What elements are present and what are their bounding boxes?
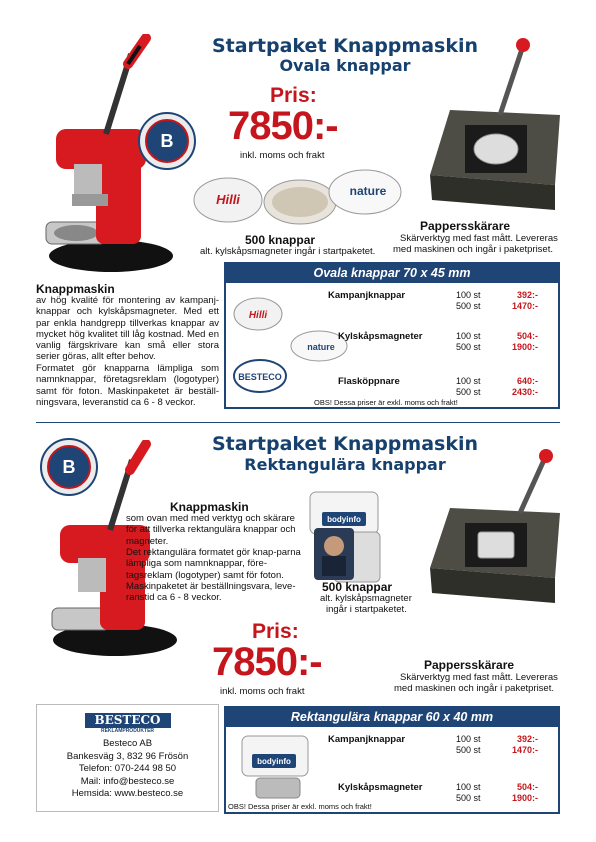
table2-row2-q1: 100 st: [456, 782, 481, 792]
table2-row2-p2: 1900:-: [511, 793, 538, 803]
table2-note: OBS! Dessa priser är exkl. moms och frakt!: [228, 802, 372, 811]
section1-buttons-title: 500 knappar: [245, 233, 316, 247]
logo-text: BESTECO: [94, 713, 161, 727]
oval-buttons-image: [190, 168, 405, 228]
table1-row2-name: Kylskåpsmagneter: [338, 331, 423, 342]
table1-row2-q2: 500 st: [456, 342, 481, 352]
section2-cutter-note-2: med maskinen och ingår i paketpriset.: [394, 683, 554, 694]
table1-row3-name: Flasköppnare: [338, 376, 400, 387]
table-opener-image: [230, 356, 290, 396]
section2-title: Startpaket Knappmaskin: [211, 433, 479, 455]
warranty-badge-letter-2: B: [47, 445, 91, 489]
table2-row1-p2: 1470:-: [511, 745, 538, 755]
rect-buttons-image: [306, 488, 386, 588]
table2-row1-name: Kampanjknappar: [328, 734, 406, 745]
table1-row1-p1: 392:-: [516, 290, 538, 300]
nature-logo: nature: [349, 184, 387, 198]
paper-cutter-image: [420, 35, 570, 220]
section1-machine-text-2: Formatet gör knapparna lämpliga som namnknappar, företagsreklam (logotyper) samt för foton. Maskinpaketet är beställ-ningsvara, leveranstid ca 6 - 8 veckor.: [36, 363, 219, 408]
table1-row2-p1: 504:-: [516, 331, 538, 341]
svg-text:Hilli: Hilli: [248, 310, 268, 321]
svg-text:bodyinfo: bodyinfo: [257, 757, 291, 766]
section2-price-label: Pris:: [252, 620, 299, 643]
section2-buttons-title: 500 knappar: [322, 580, 393, 594]
table1-note: OBS! Dessa priser är exkl. moms och frakt!: [314, 398, 458, 407]
contact-address: Bankesväg 3, 832 96 Frösön: [66, 750, 189, 762]
table1-row2-q1: 100 st: [456, 331, 481, 341]
section2-price-note: inkl. moms och frakt: [220, 686, 305, 697]
section2-price-table: [224, 706, 560, 814]
table1-row1-name: Kampanjknappar: [328, 290, 406, 301]
table1-row1-q2: 500 st: [456, 301, 481, 311]
table2-row2-name: Kylskåpsmagneter: [338, 782, 423, 793]
table1-row3-p2: 2430:-: [511, 387, 538, 397]
contact-mail[interactable]: Mail: info@besteco.se: [80, 775, 175, 787]
section2-buttons-note-2: ingår i startpaketet.: [326, 604, 407, 615]
svg-text:nature: nature: [307, 342, 335, 352]
section1-subtitle: Ovala knappar: [279, 56, 411, 75]
section2-buttons-note-1: alt. kylskåpsmagneter: [320, 593, 412, 604]
paper-cutter-image-2: [420, 448, 570, 613]
section1-cutter-note-2: med maskinen och ingår i paketpriset.: [393, 244, 553, 255]
section2-machine-text-2: Det rektangulära formatet gör knap-parna lämpliga som namnknappar, före-tagsreklam (logotyper) samt för foton. Maskinpaketet är beställningsvara, leve-ranstid ca 6 - 8 veckor.: [126, 547, 301, 604]
section2-machine-text: som ovan med med verktyg och skärare för att tillverka rektangulära knappar och magneter.: [126, 513, 296, 547]
section2-price: 7850:-: [212, 640, 322, 684]
section1-title: Startpaket Knappmaskin: [211, 35, 479, 57]
section2-cutter-note-1: Skärverktyg med fast mått. Levereras: [400, 672, 558, 683]
table1-row3-q2: 500 st: [456, 387, 481, 397]
section2-subtitle: Rektangulära knappar: [244, 455, 446, 474]
table1-row1-p2: 1470:-: [511, 301, 538, 311]
warranty-badge-letter: B: [145, 119, 189, 163]
table1-row3-q1: 100 st: [456, 376, 481, 386]
table2-row1-q1: 100 st: [456, 734, 481, 744]
section1-machine-text: av hög kvalité för montering av kampanj-knappar och kylskåpsmagneter. Med ett par enkla handgrepp tillverkas knappar av mycket hög kvalitet till låg kostnad. Med en vanlig färgskrivare kan små eller stora serier göras, allt efter behov.: [36, 295, 219, 363]
svg-text:bodyinfo: bodyinfo: [327, 515, 361, 524]
hilli-logo: Hilli: [216, 192, 240, 207]
table2-row1-p1: 392:-: [516, 734, 538, 744]
section1-table-header: Ovala knappar 70 x 45 mm: [226, 264, 558, 283]
table2-row2-q2: 500 st: [456, 793, 481, 803]
section1-machine-title: Knappmaskin: [36, 282, 115, 296]
besteco-logo: [85, 713, 171, 735]
svg-text:BESTECO: BESTECO: [238, 372, 282, 382]
section2-cutter-title: Pappersskärare: [424, 658, 515, 672]
contact-phone: Telefon: 070-244 98 50: [78, 763, 177, 774]
section1-cutter-title: Pappersskärare: [420, 219, 511, 233]
table1-row2-p2: 1900:-: [511, 342, 538, 352]
table1-row1-q1: 100 st: [456, 290, 481, 300]
section1-cutter-note-1: Skärverktyg med fast mått. Levereras: [400, 233, 558, 244]
warranty-badge: [138, 112, 196, 170]
section2-machine-title: Knappmaskin: [170, 500, 249, 514]
contact-web[interactable]: Hemsida: www.besteco.se: [71, 788, 184, 799]
section1-price-table: [224, 262, 560, 409]
contact-box: [36, 704, 219, 812]
table1-row3-p1: 640:-: [516, 376, 538, 386]
section1-buttons-note: alt. kylskåpsmagneter ingår i startpaketet.: [200, 246, 376, 257]
logo-sub: REKLAMPRODUKTER: [85, 728, 171, 735]
table2-kampanj-image: [238, 732, 318, 802]
section1-price-note: inkl. moms och frakt: [240, 150, 325, 161]
table2-row1-q2: 500 st: [456, 745, 481, 755]
table2-row2-p1: 504:-: [516, 782, 538, 792]
section2-table-header: Rektangulära knappar 60 x 40 mm: [226, 708, 558, 727]
section1-price: 7850:-: [228, 104, 338, 148]
section-divider: [36, 422, 560, 423]
section1-price-label: Pris:: [270, 84, 317, 107]
contact-company: Besteco AB: [102, 738, 153, 749]
